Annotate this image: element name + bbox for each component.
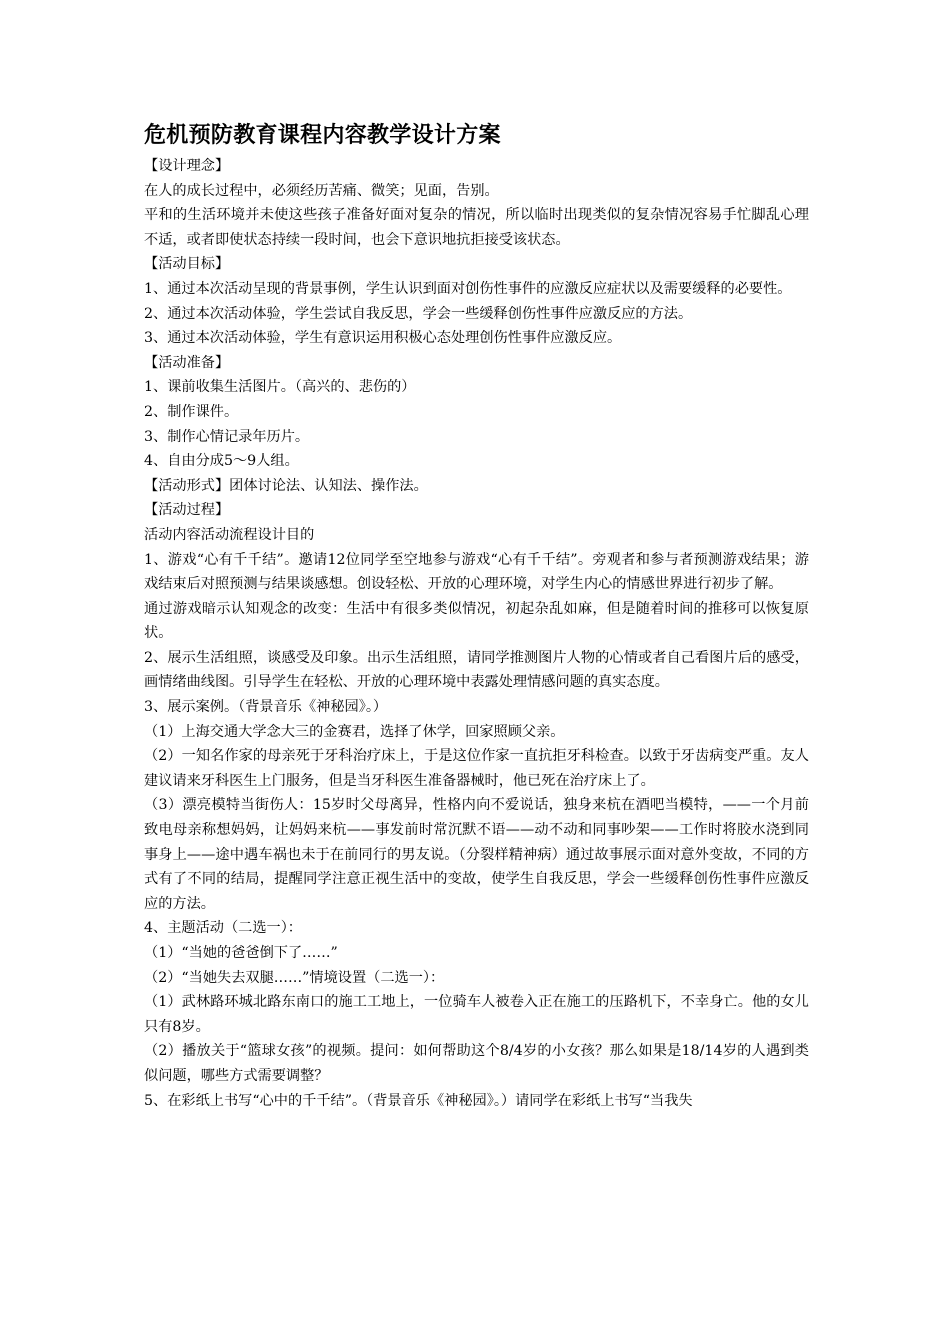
scenario-item: （2）播放关于“篮球女孩”的视频。提问：如何帮助这个8/4岁的小女孩？那么如果是18/14岁的人遇到类似问题，哪些方式需要调整？ xyxy=(144,1043,809,1084)
list-item: 2、制作课件。 xyxy=(144,403,239,420)
document-body xyxy=(144,154,809,1113)
section-heading-activity-form: 【活动形式】团体讨论法、认知法、操作法。 xyxy=(144,477,428,494)
section-heading-activity-preparation: 【活动准备】 xyxy=(144,354,230,371)
case-item: （3）漂亮模特当街伤人：15岁时父母离异，性格内向不爱说话，独身来杭在酒吧当模特，——一个月前致电母亲称想妈妈，让妈妈来杭——事发前时常沉默不语——动不动和同事吵架——工作时将胶水浇到同事身上——途中遇车祸也未于在前同行的男友说。（分裂样精神病）通过故事展示面对意外变故，不同的方式有了不同的结局，提醒同学注意正视生活中的变故，使学生自我反思，学会一些缓释创伤性事件应激反应的方法。 xyxy=(144,797,809,912)
paragraph: 通过游戏暗示认知观念的改变：生活中有很多类似情况，初起杂乱如麻，但是随着时间的推移可以恢复原状。 xyxy=(144,600,809,642)
list-item: 1、课前收集生活图片。（高兴的、悲伤的） xyxy=(144,379,416,396)
list-item: 4、主题活动（二选一）： xyxy=(144,920,302,937)
list-item: 1、通过本次活动呈现的背景事例，学生认识到面对创伤性事件的应激反应症状以及需要缓释的必要性。 xyxy=(144,280,792,297)
scenario-item: （1）武林路环城北路东南口的施工工地上，一位骑车人被卷入正在施工的压路机下，不幸身亡。他的女儿只有8岁。 xyxy=(144,994,809,1035)
list-item: 1、游戏“心有千千结”。邀请12位同学至空地参与游戏“心有千千结”。旁观者和参与者预测游戏结果；游戏结束后对照预测与结果谈感想。创设轻松、开放的心理环境，对学生内心的情感世界进行初步了解。 xyxy=(144,551,809,593)
document-title: 危机预防教育课程内容教学设计方案 xyxy=(144,123,501,148)
section-heading-activity-process: 【活动过程】 xyxy=(144,502,230,519)
option-item: （2）“当她失去双腿……”情境设置（二选一）： xyxy=(144,969,445,986)
option-item: （1）“当她的爸爸倒下了……” xyxy=(144,945,338,961)
list-item: 5、在彩纸上书写“心中的千千结”。（背景音乐《神秘园》。）请同学在彩纸上书写“当我失 xyxy=(144,1092,693,1109)
document-page xyxy=(144,118,809,1113)
case-item: （1）上海交通大学念大三的金赛君，选择了休学，回家照顾父亲。 xyxy=(144,723,565,740)
list-item: 3、通过本次活动体验，学生有意识运用积极心态处理创伤性事件应激反应。 xyxy=(144,330,622,347)
list-item: 3、制作心情记录年历片。 xyxy=(144,428,310,445)
case-item: （2）一知名作家的母亲死于牙科治疗床上，于是这位作家一直抗拒牙科检查。以致于牙齿病变严重。友人建议请来牙科医生上门服务，但是当牙科医生准备器械时，他已死在治疗床上了。 xyxy=(144,748,809,789)
paragraph: 在人的成长过程中，必须经历苦痛、微笑；见面，告别。 xyxy=(144,182,499,199)
paragraph: 平和的生活环境并未使这些孩子准备好面对复杂的情况，所以临时出现类似的复杂情况容易手忙脚乱心理不适，或者即使状态持续一段时间，也会下意识地抗拒接受该状态。 xyxy=(144,207,809,248)
section-heading-activity-goals: 【活动目标】 xyxy=(144,256,230,273)
list-item: 2、展示生活组照，谈感受及印象。出示生活组照，请同学推测图片人物的心情或者自己看图片后的感受，画情绪曲线图。引导学生在轻松、开放的心理环境中表露处理情感问题的真实态度。 xyxy=(144,649,809,691)
list-item: 3、展示案例。（背景音乐《神秘园》。） xyxy=(144,699,388,716)
list-item: 4、自由分成5～9人组。 xyxy=(144,453,299,470)
list-item: 2、通过本次活动体验，学生尝试自我反思，学会一些缓释创伤性事件应激反应的方法。 xyxy=(144,305,693,322)
paragraph: 活动内容活动流程设计目的 xyxy=(144,526,315,543)
section-heading-design-concept: 【设计理念】 xyxy=(144,158,230,174)
